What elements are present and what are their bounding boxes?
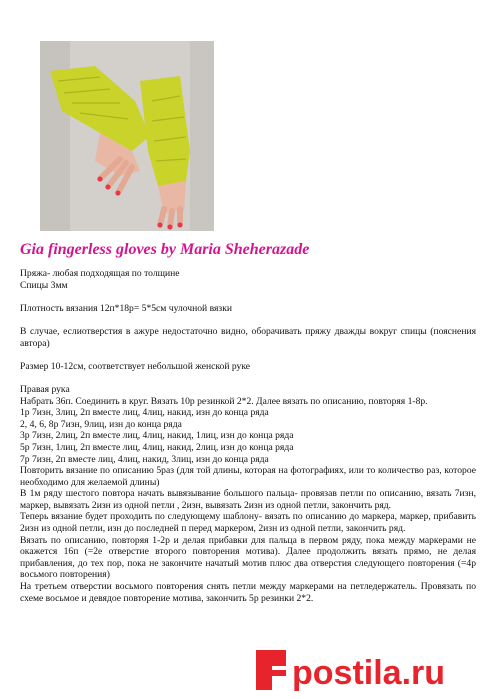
text-line: Правая рука [20,383,70,395]
watermark-text: postila.ru [292,654,446,692]
gloves-photo [40,41,214,231]
text-line: 7р 7изн, 2п вместе лиц, 4лиц, накид, 3лиц, изн до конца ряда [20,453,269,465]
gloves-illustration [40,41,214,231]
text-line: Повторить вязание по описанию 5раз (для той длины, которая на фотографиях, или то количество раз, которое необходимо для желаемой длины) [20,465,476,488]
text-line: 2, 4, 6, 8р 7изн, 9лиц, изн до конца ряда [20,418,182,430]
text-line: На третьем отверстии восьмого повторения снять петли между маркерами на петледержатель. Провязать по схеме восьмое и девядое повторение мотива, закончить 5р резинки 2*2. [20,581,476,604]
text-line: Плотность вязания 12п*18р= 5*5см чулочной вязки [20,302,232,314]
pattern-body [20,268,476,604]
pattern-title: Gia fingerless gloves by Maria Sheherazade [20,241,310,258]
text-line: Набрать 36п. Соединить в круг. Вязать 10р резинкой 2*2. Далее вязать по описанию, повторяя 1-8р. [20,395,428,407]
postila-logo-icon [256,650,286,690]
text-line: Теперь вязание будет проходить по следующему шаблону- вязать по описанию до маркера, маркер, прибавить 2изн из одной петли, изн до последней п перед маркером, 2изн из одной петли, закончить ряд. [20,511,476,535]
text-line: 5р 7изн, 1лиц, 2п вместе лиц, 4лиц, накид, 2лиц, изн до конца ряда [20,441,294,453]
text-line: В 1м ряду шестого повтора начать вывязывание большого пальца- провязав петли по описанию, вязать 7изн, маркер, вывязать 2изн из одной петли , 2изн, вывязать 2изн из одной петли, закончить ряд. [20,488,476,511]
text-line: Вязать по описанию, повторяя 1-2р и делая прибавки для пальца в первом ряду, пока между маркерами не окажется 16п (=2е отверстие второго повторения мотива). Далее продолжить вязать прямо, не делая прибавления, до тех пор, пока не закончите начатый мотив плюс два отверстия следующего повторения (=4р восьмого повторения) [20,534,476,581]
text-line: Пряжа- любая подходящая по толщине [20,268,180,279]
text-line: 1р 7изн, 3лиц, 2п вместе лиц, 4лиц, накид, изн до конца ряда [20,407,269,419]
text-line: В случае, еслиотверстия в ажуре недостаточно видно, оборачивать пряжу дважды вокруг спицы (пояснения автора) [20,325,476,349]
text-line: Размер 10-12см, соответствует небольшой женской руке [20,360,251,372]
postila-watermark [254,644,489,696]
text-line: 3р 7изн, 2лиц, 2п вместе лиц, 4лиц, накид, 1лиц, изн до конца ряда [20,430,294,442]
text-line: Спицы 3мм [20,279,68,291]
